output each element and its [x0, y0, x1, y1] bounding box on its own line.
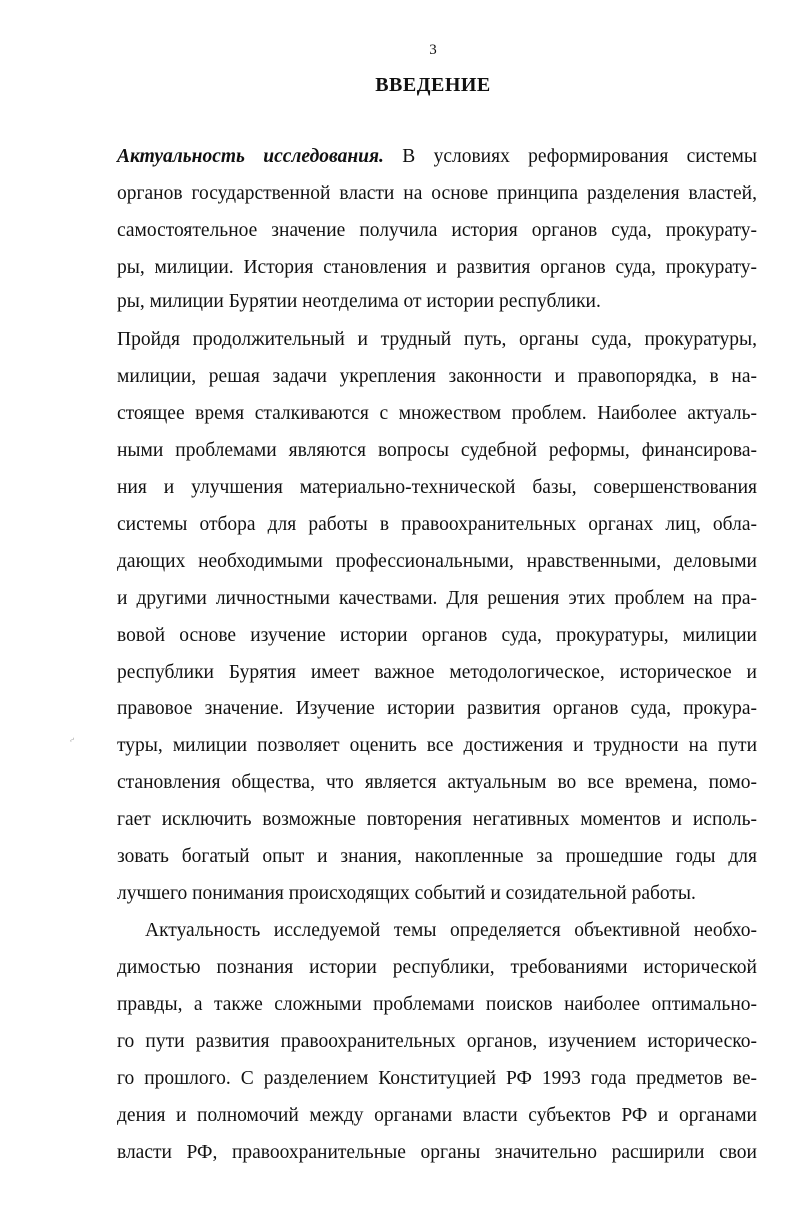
text-line: гает исключить возможные повторения негативных моментов и исполь- — [117, 809, 757, 830]
text-line: правовое значение. Изучение истории развития органов суда, прокура- — [117, 698, 757, 719]
text-line: ными проблемами являются вопросы судебной реформы, финансирова- — [117, 440, 757, 461]
text-line: димостью познания истории республики, требованиями исторической — [117, 957, 757, 978]
text-line: ния и улучшения материально-технической базы, совершенствования — [117, 477, 757, 498]
page-number: 3 — [429, 42, 437, 58]
text-line: Актуальность исследуемой темы определяется объективной необхо- — [145, 920, 757, 941]
text-line: лучшего понимания происходящих событий и созидательной работы. — [117, 883, 696, 904]
text-line: правды, а также сложными проблемами поисков наиболее оптимально- — [117, 994, 757, 1015]
text-line: вовой основе изучение истории органов суда, прокуратуры, милиции — [117, 625, 757, 646]
text-line: республики Бурятия имеет важное методологическое, историческое и — [117, 662, 757, 683]
text-line: туры, милиции позволяет оценить все достижения и трудности на пути — [117, 735, 757, 756]
text-line: дающих необходимыми профессиональными, нравственными, деловыми — [117, 551, 757, 572]
lead-phrase: Актуальность исследования. — [117, 146, 384, 167]
text-line: го пути развития правоохранительных органов, изучением историческо- — [117, 1031, 757, 1052]
text-line: дения и полномочий между органами власти субъектов РФ и органами — [117, 1105, 757, 1126]
text-line: зовать богатый опыт и знания, накопленные за прошедшие годы для — [117, 846, 757, 867]
text-line: самостоятельное значение получила история органов суда, прокурату- — [117, 220, 757, 241]
text-line-rest: В условиях реформирования системы — [402, 146, 758, 167]
handwritten-margin-note: ~ — [66, 734, 79, 747]
text-line: становления общества, что является актуальным во все времена, помо- — [117, 772, 757, 793]
text-line — [117, 145, 757, 169]
text-line: Пройдя продолжительный и трудный путь, органы суда, прокуратуры, — [117, 329, 757, 350]
text-line: органов государственной власти на основе принципа разделения властей, — [117, 183, 757, 204]
text-line: стоящее время сталкиваются с множеством проблем. Наиболее актуаль- — [117, 403, 757, 424]
text-line: ры, милиции Бурятии неотделима от истории республики. — [117, 291, 601, 312]
text-line: милиции, решая задачи укрепления законности и правопорядка, в на- — [117, 366, 757, 387]
text-line: ры, милиции. История становления и развития органов суда, прокурату- — [117, 257, 757, 278]
text-line: и другими личностными качествами. Для решения этих проблем на пра- — [117, 588, 757, 609]
text-line: го прошлого. С разделением Конституцией РФ 1993 года предметов ве- — [117, 1068, 757, 1089]
text-line: власти РФ, правоохранительные органы значительно расширили свои — [117, 1142, 757, 1163]
section-title: ВВЕДЕНИЕ — [375, 74, 491, 96]
text-line: системы отбора для работы в правоохранительных органах лиц, обла- — [117, 514, 757, 535]
